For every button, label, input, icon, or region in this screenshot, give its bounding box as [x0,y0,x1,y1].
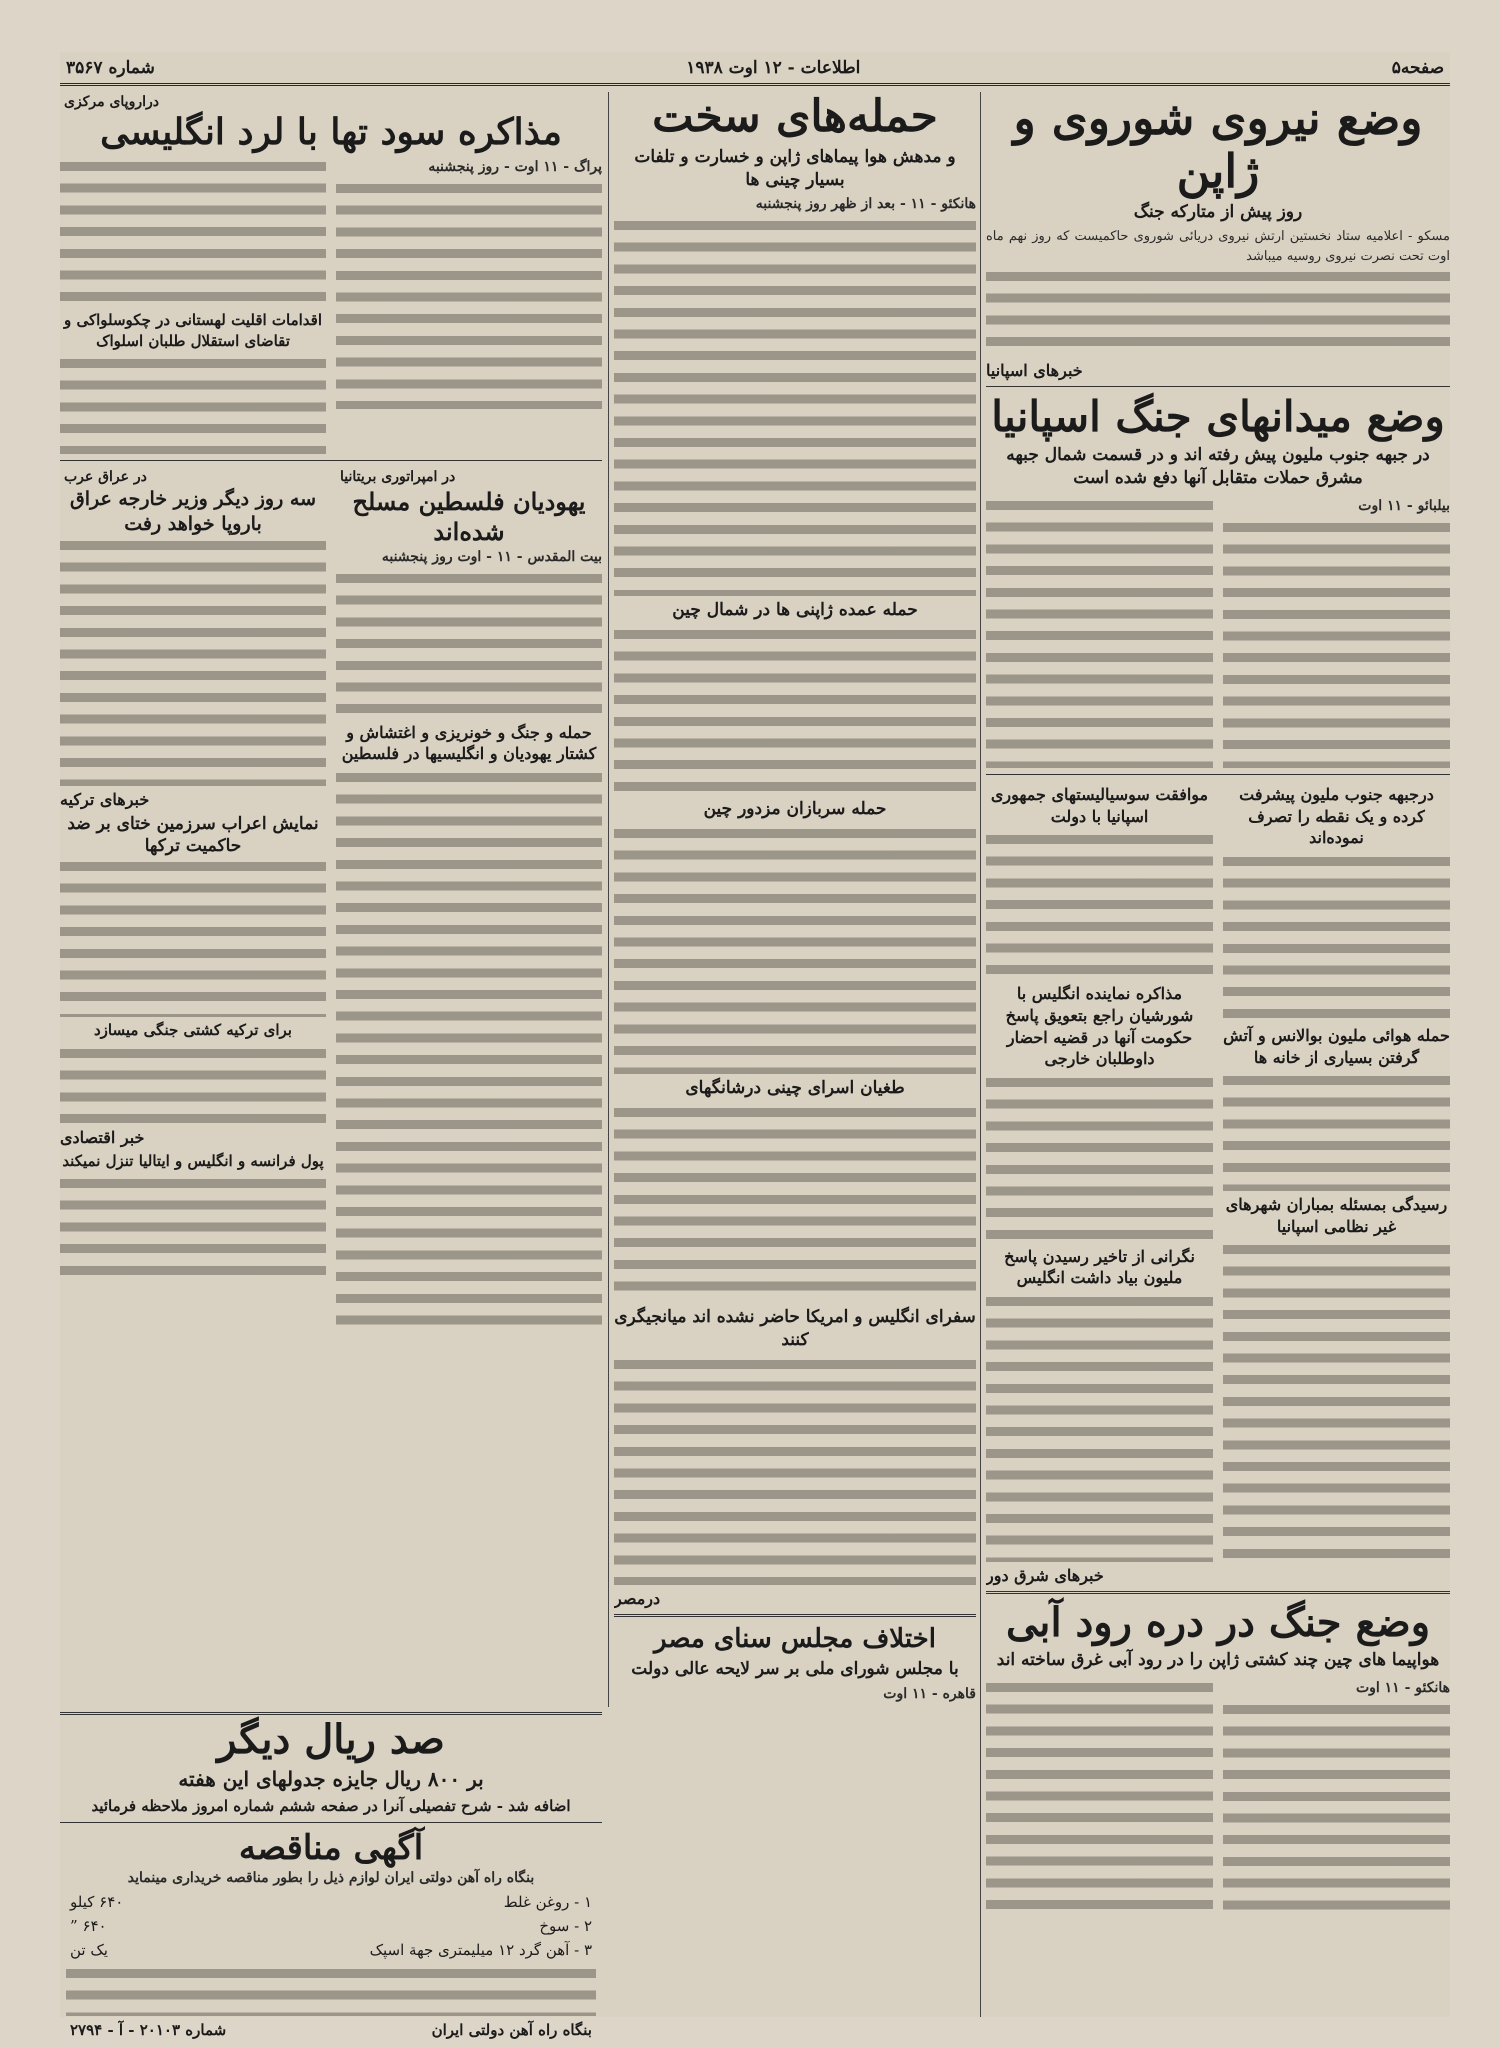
dateline: بیت المقدس - ۱۱ - اوت روز پنجشنبه [381,548,602,565]
page-number: صفحه۵ [1391,57,1444,78]
section-tag-economy: خبر اقتصادی [60,1127,145,1147]
section-tag-turkey: خبرهای ترکیه [60,790,150,810]
section-tag-spain: خبرهای اسپانیا [986,361,1083,380]
divider [986,1591,1450,1594]
column-left [60,92,602,1707]
subhead-egypt-senate: با مجلس شورای ملی بر سر لایحه عالی دولت [631,1659,959,1680]
subhead-heavy-attacks: و مدهش هوا پیماهای ژاپن و خسارت و تلفات بسیار چینی ها [634,146,956,190]
dateline: قاهره - ۱۱ اوت [883,1686,976,1703]
article-body [336,179,602,409]
section-heading: نگرانی از تاخیر رسیدن پاسخ ملیون بیاد داشت انگلیس [1004,1246,1195,1288]
dateline: هانکئو - ۱۱ - بعد از ظهر روز پنجشنبه [755,196,976,213]
kicker: در امپراتوری بریتانیا [340,468,456,485]
masthead [60,52,1450,86]
ad-tender-org: بنگاه راه آهن دولتی ایران [431,2021,592,2040]
article-body [1223,1240,1450,1560]
article-body [614,1103,976,1303]
article-body [60,536,326,786]
divider [614,1614,976,1617]
divider [60,1822,602,1823]
ad-body [66,1964,596,2016]
column-right [986,92,1450,2017]
section-heading: مذاکره نماینده انگلیس با شورشیان راجع بتعویق پاسخ حکومت آنها در قضیه احضار داوطلبان خارجی [1005,984,1194,1069]
article-body [60,857,326,1017]
article-body [336,768,602,1328]
ad-prize-line1: بر ۸۰۰ ریال جایزه جدولهای این هفته [178,1767,484,1791]
article-body [1223,1700,1450,1910]
section-heading: درجبهه جنوب ملیون پیشرفت کرده و یک نقطه را تصرف نموده‌اند [1239,785,1434,848]
issue-number: شماره ۳۵۶۷ [66,57,155,78]
section-heading: حمله سربازان مزدور چین [703,799,887,820]
article-body [614,216,976,596]
section-heading: حمله و جنگ و خونریزی و اغتشاش و کشتار یهودیان و انگلیسیها در فلسطین [341,722,597,764]
ad-tender-title: آگهی مناقصه [238,1828,424,1869]
column-rule [608,92,609,1707]
section-tag-far-east: خبرهای شرق دور [986,1565,1104,1585]
article-body [1223,1071,1450,1191]
article-body [614,1355,976,1585]
divider [60,460,602,461]
article-body [1223,518,1450,768]
section-heading: حمله عمده ژاپنی ها در شمال چین [672,600,918,621]
headline-soviet-japan: وضع نیروی شوروی و ژاپن [1013,92,1423,198]
article-body [614,625,976,795]
section-heading: سفرای انگلیس و امریکا حاضر نشده اند میانجیگری کنند [614,1306,976,1350]
section-heading: رسیدگی بمسئله بمباران شهرهای غیر نظامی اسپانیا [1225,1195,1448,1236]
article-body [614,824,976,1074]
ad-prize-line2: اضافه شد - شرح تفصیلی آنرا در صفحه ششم شماره امروز ملاحظه فرمائید [91,1797,571,1815]
headline-yangtze: وضع جنگ در دره رود آبی [1005,1598,1431,1646]
subhead-yangtze: هواپیما های چین چند کشتی ژاپن را در رود آبی غرق ساخته اند [996,1649,1440,1670]
ad-tender-items [60,1890,602,1962]
ads-area [60,1712,602,2040]
ad-prize-title: صد ریال دیگر [217,1716,445,1763]
headline-sudeten-talks: مذاکره سود تها با لرد انگلیسی [100,111,562,153]
dateline: بیلبائو - ۱۱ اوت [1358,498,1450,515]
divider [986,774,1450,775]
section-heading: پول فرانسه و انگلیس و ایتالیا تنزل نمیکند [62,1151,324,1170]
headline-egypt-senate: اختلاف مجلس سنای مصر [654,1623,936,1654]
article-body [1223,852,1450,1022]
article-body [986,496,1213,768]
article-body [986,1678,1213,1910]
section-tag-egypt: درمصر [614,1588,661,1608]
ad-tender-item: ۲ - سوخ ۶۴۰ ” [70,1917,592,1936]
headline-spain-fronts: وضع میدانهای جنگ اسپانیا [991,392,1445,441]
section-heading: طغیان اسرای چینی درشانگهای [685,1078,905,1099]
section-heading: حمله هوائی ملیون بوالانس و آتش گرفتن بسیاری از خانه ها [1223,1025,1450,1067]
ad-tender-footer [60,2018,602,2042]
column-middle [614,92,976,1707]
article-body [986,267,1450,357]
headline-iraq: سه روز دیگر وزیر خارجه عراق باروپا خواهد رفت [69,487,317,535]
masthead-date: اطلاعات - ۱۲ اوت ۱۹۳۸ [686,57,861,78]
article-body [60,1174,326,1284]
section-heading: برای ترکیه کشتی جنگی میسازد [94,1021,292,1040]
newspaper-page [60,52,1450,2040]
section-heading: اقدامات اقلیت لهستانی در چکوسلواکی و تقاضای استقلال طلبان اسلواک [64,311,322,350]
article-body [336,569,602,719]
divider [986,386,1450,387]
section-heading: موافقت سوسیالیستهای جمهوری اسپانیا با دولت [990,785,1209,826]
headline-palestine: یهودیان فلسطین مسلح شده‌اند [352,486,586,546]
ad-tender-item: ۱ - روغن غلط ۶۴۰ کیلو [70,1893,592,1912]
subhead-spain-fronts: در جبهه جنوب ملیون پیش رفته اند و در قسمت شمال جبهه مشرق حملات متقابل آنها دفع شده است [1006,445,1430,489]
article-body [60,1044,326,1124]
article-body [614,1706,976,1707]
subhead-soviet-japan: روز پیش از متارکه جنگ [1133,201,1303,222]
lead-soviet-japan: مسکو - اعلامیه ستاد نخستین ارتش نیروی دریائی شوروی حاکمیست که روز نهم ماه اوت تحت نصرت نیروی روسیه میباشد [986,228,1450,264]
dateline: پراگ - ۱۱ اوت - روز پنجشنبه [428,159,602,176]
headline-heavy-attacks: حمله‌های سخت [652,92,938,142]
kicker: در عراق عرب [64,468,147,485]
article-body [986,1073,1213,1243]
ad-tender-intro: بنگاه راه آهن دولتی ایران لوازم ذیل را بطور مناقصه خریداری مینماید [127,1870,535,1887]
kicker: دراروپای مرکزی [64,94,159,110]
ad-tender-item: ۳ - آهن گرد ۱۲ میلیمتری جهة اسپک یک تن [70,1941,592,1960]
column-rule [980,92,981,2017]
headline-turkey: نمایش اعراب سرزمین ختای بر ضد حاکمیت ترکها [67,814,319,857]
article-body [60,157,326,307]
dateline: هانکئو - ۱۱ اوت [1355,1679,1450,1696]
article-body [60,354,326,454]
article-body [986,1292,1213,1562]
ad-tender-number: شماره ۲۰۱۰۳ - آ - ۲۷۹۴ [70,2021,227,2040]
article-body [986,830,1213,980]
